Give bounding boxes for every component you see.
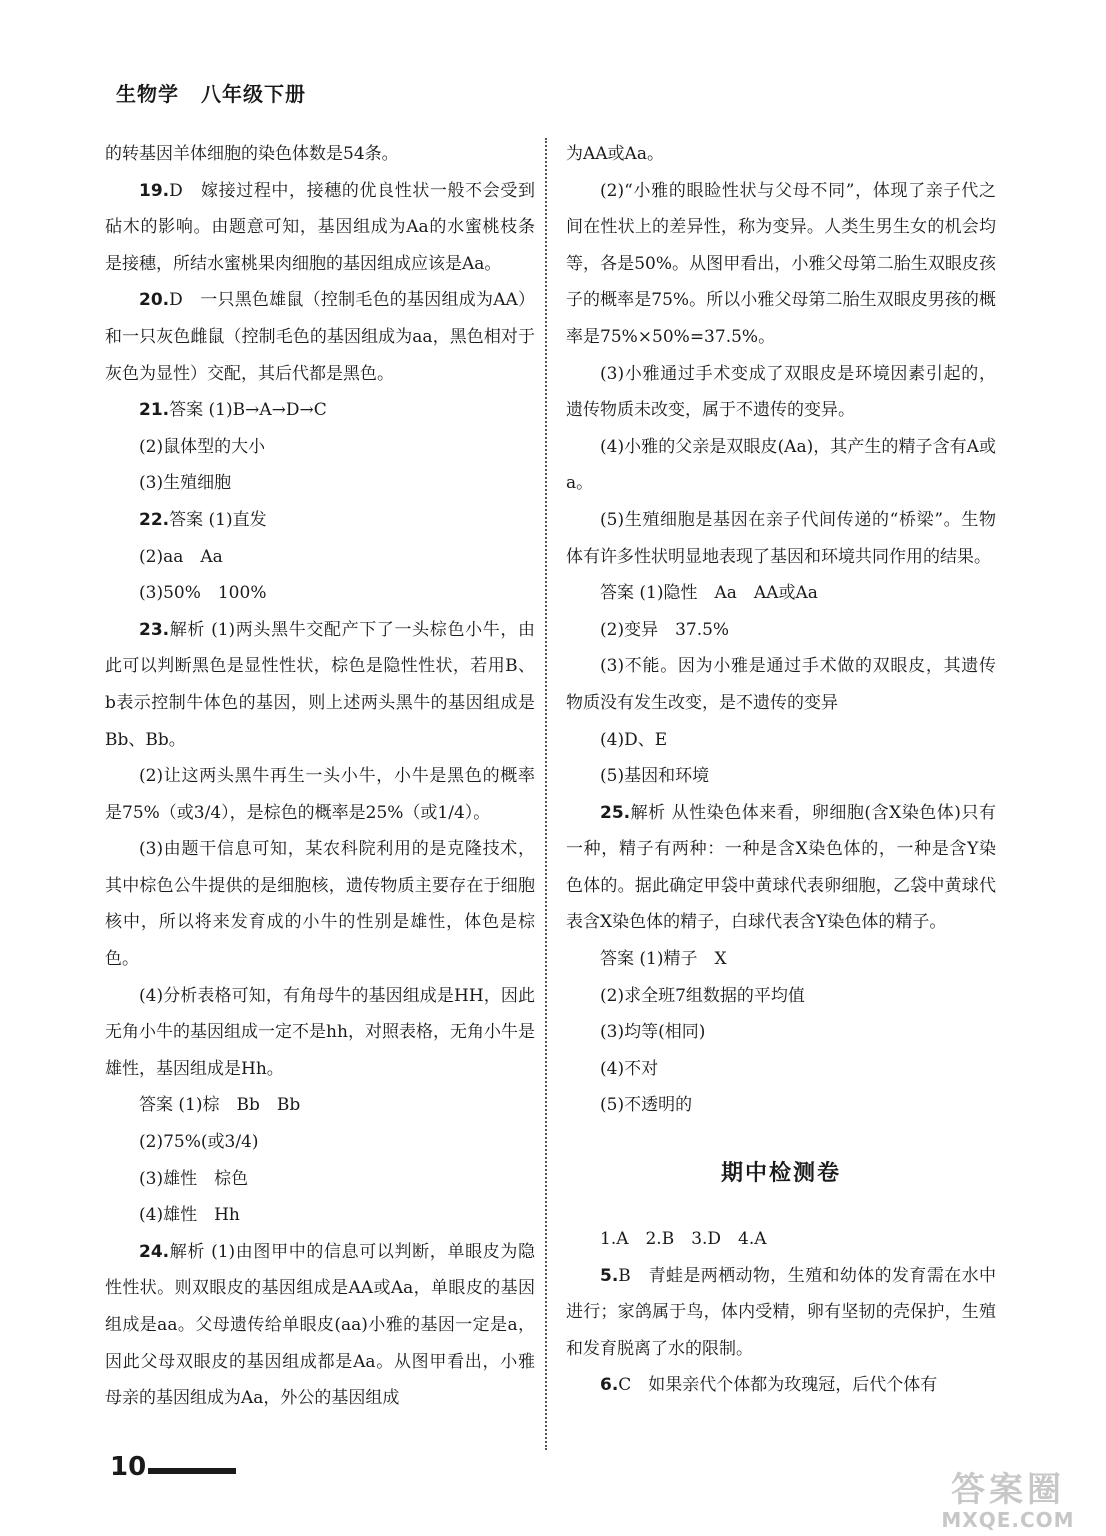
answer-text: (4)小雅的父亲是双眼皮(Aa)，其产生的精子含有A或a。 <box>566 436 996 494</box>
answer-paragraph <box>105 978 535 1088</box>
answer-text: C 如果亲代个体都为玫瑰冠，后代个体有 <box>618 1375 938 1396</box>
answer-paragraph <box>566 575 996 612</box>
answer-paragraph <box>566 429 996 502</box>
answer-text: (4)分析表格可知，有角母牛的基因组成是HH，因此无角小牛的基因组成一定不是hh，对照表格，无角小牛是雄性，基因组成是Hh。 <box>105 985 535 1079</box>
watermark-line1: 答案圈 <box>951 1470 1065 1510</box>
answer-paragraph <box>566 136 996 173</box>
question-number: 22. <box>139 509 170 530</box>
answer-text: (2)75%(或3/4) <box>139 1132 259 1153</box>
answer-text: (3)50% 100% <box>139 583 267 604</box>
question-number: 25. <box>600 802 631 823</box>
answer-paragraph <box>566 1087 996 1124</box>
question-number: 19. <box>139 180 170 201</box>
answer-text: (2)鼠体型的大小 <box>139 436 266 457</box>
answer-text: D 嫁接过程中，接穗的优良性状一般不会受到砧木的影响。由题意可知，基因组成为Aa的水蜜桃枝条是接穗，所结水蜜桃果肉细胞的基因组成应该是Aa。 <box>105 180 535 274</box>
answer-paragraph <box>105 758 535 831</box>
grade-title: 八年级下册 <box>200 82 306 106</box>
answer-text: (5)生殖细胞是基因在亲子代间传递的“桥梁”。生物体有许多性状明显地表现了基因和环境共同作用的结果。 <box>566 509 996 567</box>
answer-paragraph <box>566 612 996 649</box>
answer-paragraph <box>105 1197 535 1234</box>
answer-paragraph <box>566 1221 996 1258</box>
answer-text: B 青蛙是两栖动物，生殖和幼体的发育需在水中进行；家鸽属于鸟，体内受精，卵有坚韧的壳保护，生殖和发育脱离了水的限制。 <box>566 1265 996 1359</box>
answer-paragraph <box>566 1367 996 1404</box>
page-number: 10 <box>110 1452 147 1482</box>
answer-text: 解析 从性染色体来看，卵细胞(含X染色体)只有一种，精子有两种：一种是含X染色体的，一种是含Y染色体的。据此确定甲袋中黄球代表卵细胞，乙袋中黄球代表含X染色体的精子，白球代表含Y染色体的精子。 <box>566 802 996 933</box>
answer-paragraph <box>566 758 996 795</box>
answer-paragraph <box>105 831 535 977</box>
page-header <box>116 78 320 107</box>
answer-text: 的转基因羊体细胞的染色体数是54条。 <box>105 144 399 164</box>
answer-paragraph <box>105 282 535 392</box>
answer-text: (3)雄性 棕色 <box>139 1168 249 1189</box>
answer-text: (2)“小雅的眼睑性状与父母不同”，体现了亲子代之间在性状上的差异性，称为变异。人类生男生女的机会均等，各是50%。从图甲看出，小雅父母第二胎生双眼皮孩子的概率是75%。所以小雅父母第二胎生双眼皮男孩的概率是75%×50%=37.5%。 <box>566 180 996 347</box>
answer-paragraph <box>105 502 535 539</box>
watermark-line2: MXQE.COM <box>941 1508 1075 1532</box>
question-number: 21. <box>139 400 170 421</box>
answer-text: 1.A 2.B 3.D 4.A <box>600 1229 767 1250</box>
answer-text: 为AA或Aa。 <box>566 144 664 164</box>
answer-paragraph <box>105 1161 535 1198</box>
answer-paragraph <box>566 978 996 1015</box>
answer-paragraph <box>566 1258 996 1368</box>
answer-paragraph <box>566 795 996 941</box>
question-number: 5. <box>600 1265 619 1286</box>
answer-paragraph <box>105 429 535 466</box>
answer-text: (2)变异 37.5% <box>600 619 730 640</box>
answer-paragraph <box>566 502 996 575</box>
watermark-logo <box>920 1472 1096 1532</box>
question-number: 23. <box>139 619 170 640</box>
answer-text: (3)不能。因为小雅是通过手术做的双眼皮，其遗传物质没有发生改变，是不遗传的变异 <box>566 656 996 713</box>
answer-text: (4)D、E <box>600 729 668 750</box>
page-number-bar <box>148 1468 236 1474</box>
answer-paragraph <box>105 539 535 576</box>
answer-text: (2)aa Aa <box>139 546 223 567</box>
subject-title: 生物学 <box>116 82 179 106</box>
question-number: 20. <box>139 290 170 311</box>
answer-text: (3)由题干信息可知，某农科院利用的是克隆技术，其中棕色公牛提供的是细胞核，遗传物质主要存在于细胞核中，所以将来发育成的小牛的性别是雄性，体色是棕色。 <box>105 839 535 970</box>
answer-text: (5)不透明的 <box>600 1095 693 1116</box>
answer-text: 答案 (1)B→A→D→C <box>169 400 327 421</box>
answer-paragraph <box>105 465 535 502</box>
answer-paragraph <box>105 1234 535 1417</box>
question-number: 6. <box>600 1375 619 1396</box>
section-title: 期中检测卷 <box>720 1161 841 1187</box>
answer-paragraph <box>566 173 996 356</box>
answer-text: (2)求全班7组数据的平均值 <box>600 985 805 1006</box>
answer-text: D 一只黑色雄鼠（控制毛色的基因组成为AA）和一只灰色雌鼠（控制毛色的基因组成为aa，黑色相对于灰色为显性）交配，其后代都是黑色。 <box>105 290 535 384</box>
answer-paragraph <box>566 722 996 759</box>
answer-paragraph <box>105 612 535 758</box>
answer-paragraph <box>566 648 996 721</box>
answer-text: 解析 (1)两头黑牛交配产下了一头棕色小牛，由此可以判断黑色是显性性状，棕色是隐性性状，若用B、b表示控制牛体色的基因，则上述两头黑牛的基因组成是Bb、Bb。 <box>105 619 535 750</box>
answer-text: 答案 (1)直发 <box>169 509 267 530</box>
answer-paragraph <box>566 941 996 978</box>
answer-paragraph <box>105 575 535 612</box>
answer-text: (3)小雅通过手术变成了双眼皮是环境因素引起的，遗传物质未改变，属于不遗传的变异。 <box>566 363 996 421</box>
answer-paragraph <box>105 1087 535 1124</box>
answer-paragraph <box>105 136 535 173</box>
answer-paragraph <box>105 1124 535 1161</box>
question-number: 24. <box>139 1241 170 1262</box>
answer-text: 答案 (1)精子 X <box>600 949 727 970</box>
answer-paragraph <box>105 392 535 429</box>
answer-paragraph <box>566 1014 996 1051</box>
answer-text: (4)不对 <box>600 1058 659 1079</box>
answer-text: 解析 (1)由图甲中的信息可以判断，单眼皮为隐性性状。则双眼皮的基因组成是AA或Aa，单眼皮的基因组成是aa。父母遗传给单眼皮(aa)小雅的基因一定是a，因此父母双眼皮的基因组成都是Aa。从图甲看出，小雅母亲的基因组成为Aa，外公的基因组成 <box>105 1241 535 1409</box>
answer-paragraph <box>566 356 996 429</box>
answer-text: (3)生殖细胞 <box>139 473 232 494</box>
answer-text: 答案 (1)棕 Bb Bb <box>139 1095 301 1116</box>
answer-paragraph <box>105 173 535 283</box>
answer-text: 答案 (1)隐性 Aa AA或Aa <box>600 583 818 604</box>
left-column <box>105 136 535 1417</box>
right-column <box>566 136 996 1404</box>
answer-paragraph <box>566 1051 996 1088</box>
answer-text: (3)均等(相同) <box>600 1022 706 1043</box>
column-divider <box>545 138 547 1450</box>
answer-text: (2)让这两头黑牛再生一头小牛，小牛是黑色的概率是75%（或3/4），是棕色的概率是25%（或1/4）。 <box>105 766 535 823</box>
answer-text: (4)雄性 Hh <box>139 1205 240 1226</box>
answer-text: (5)基因和环境 <box>600 766 710 787</box>
